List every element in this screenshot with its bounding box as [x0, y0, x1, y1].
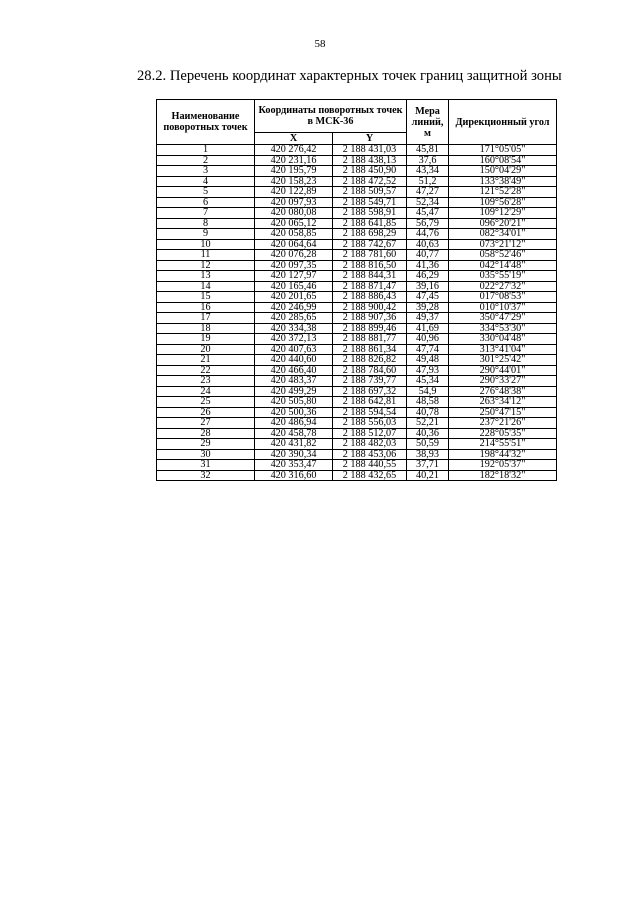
coordinates-table — [156, 99, 557, 481]
cell-line-length: 45,47 — [407, 208, 449, 219]
cell-y: 2 188 844,31 — [333, 271, 407, 282]
cell-x: 420 058,85 — [255, 229, 333, 240]
header-y: Y — [333, 133, 407, 145]
cell-direction-angle: 042°14'48" — [449, 260, 557, 271]
cell-y: 2 188 899,46 — [333, 323, 407, 334]
cell-line-length: 48,58 — [407, 397, 449, 408]
cell-point-number: 27 — [157, 418, 255, 429]
table-row — [157, 176, 557, 187]
cell-point-number: 5 — [157, 187, 255, 198]
cell-line-length: 47,27 — [407, 187, 449, 198]
cell-line-length: 47,74 — [407, 344, 449, 355]
cell-direction-angle: 109°56'28" — [449, 197, 557, 208]
cell-line-length: 47,93 — [407, 365, 449, 376]
table-row — [157, 229, 557, 240]
cell-line-length: 39,28 — [407, 302, 449, 313]
cell-point-number: 21 — [157, 355, 255, 366]
cell-x: 420 466,40 — [255, 365, 333, 376]
cell-point-number: 7 — [157, 208, 255, 219]
cell-x: 420 122,89 — [255, 187, 333, 198]
cell-y: 2 188 432,65 — [333, 470, 407, 481]
cell-line-length: 52,21 — [407, 418, 449, 429]
cell-direction-angle: 109°12'29" — [449, 208, 557, 219]
cell-x: 420 499,29 — [255, 386, 333, 397]
table-row — [157, 197, 557, 208]
table-row — [157, 250, 557, 261]
cell-y: 2 188 450,90 — [333, 166, 407, 177]
table-row — [157, 292, 557, 303]
cell-x: 420 276,42 — [255, 145, 333, 156]
cell-point-number: 3 — [157, 166, 255, 177]
table-row — [157, 166, 557, 177]
cell-line-length: 38,93 — [407, 449, 449, 460]
table-row — [157, 155, 557, 166]
cell-direction-angle: 160°08'54" — [449, 155, 557, 166]
cell-line-length: 40,63 — [407, 239, 449, 250]
cell-direction-angle: 330°04'48" — [449, 334, 557, 345]
cell-point-number: 15 — [157, 292, 255, 303]
table-row — [157, 323, 557, 334]
table-row — [157, 218, 557, 229]
cell-x: 420 165,46 — [255, 281, 333, 292]
cell-direction-angle: 334°53'30" — [449, 323, 557, 334]
cell-line-length: 37,71 — [407, 460, 449, 471]
cell-direction-angle: 022°27'32" — [449, 281, 557, 292]
cell-x: 420 158,23 — [255, 176, 333, 187]
cell-direction-angle: 035°55'19" — [449, 271, 557, 282]
cell-x: 420 505,80 — [255, 397, 333, 408]
table-row — [157, 187, 557, 198]
cell-y: 2 188 549,71 — [333, 197, 407, 208]
cell-direction-angle: 250°47'15" — [449, 407, 557, 418]
cell-y: 2 188 453,06 — [333, 449, 407, 460]
table-body — [157, 145, 557, 481]
cell-line-length: 40,78 — [407, 407, 449, 418]
cell-direction-angle: 228°05'35" — [449, 428, 557, 439]
table-row — [157, 407, 557, 418]
cell-x: 420 097,35 — [255, 260, 333, 271]
cell-direction-angle: 182°18'32" — [449, 470, 557, 481]
cell-point-number: 26 — [157, 407, 255, 418]
cell-y: 2 188 472,52 — [333, 176, 407, 187]
cell-line-length: 51,2 — [407, 176, 449, 187]
cell-line-length: 50,59 — [407, 439, 449, 450]
cell-x: 420 440,60 — [255, 355, 333, 366]
cell-line-length: 47,45 — [407, 292, 449, 303]
cell-point-number: 30 — [157, 449, 255, 460]
cell-point-number: 17 — [157, 313, 255, 324]
table-row — [157, 365, 557, 376]
cell-x: 420 201,65 — [255, 292, 333, 303]
cell-point-number: 32 — [157, 470, 255, 481]
cell-line-length: 43,34 — [407, 166, 449, 177]
table-row — [157, 460, 557, 471]
cell-y: 2 188 886,43 — [333, 292, 407, 303]
cell-line-length: 41,36 — [407, 260, 449, 271]
cell-direction-angle: 214°55'51" — [449, 439, 557, 450]
cell-x: 420 285,65 — [255, 313, 333, 324]
cell-x: 420 246,99 — [255, 302, 333, 313]
cell-direction-angle: 171°05'05" — [449, 145, 557, 156]
cell-point-number: 28 — [157, 428, 255, 439]
cell-point-number: 6 — [157, 197, 255, 208]
cell-point-number: 13 — [157, 271, 255, 282]
cell-direction-angle: 290°33'27" — [449, 376, 557, 387]
cell-point-number: 31 — [157, 460, 255, 471]
cell-point-number: 11 — [157, 250, 255, 261]
cell-y: 2 188 698,29 — [333, 229, 407, 240]
cell-line-length: 54,9 — [407, 386, 449, 397]
cell-x: 420 353,47 — [255, 460, 333, 471]
cell-direction-angle: 121°52'28" — [449, 187, 557, 198]
cell-point-number: 8 — [157, 218, 255, 229]
cell-y: 2 188 861,34 — [333, 344, 407, 355]
table-row — [157, 260, 557, 271]
cell-x: 420 080,08 — [255, 208, 333, 219]
cell-direction-angle: 276°48'38" — [449, 386, 557, 397]
cell-y: 2 188 642,81 — [333, 397, 407, 408]
table-row — [157, 239, 557, 250]
cell-x: 420 486,94 — [255, 418, 333, 429]
cell-direction-angle: 198°44'32" — [449, 449, 557, 460]
header-line-length: Мера линий, м — [407, 100, 449, 145]
table-row — [157, 145, 557, 156]
cell-x: 420 483,37 — [255, 376, 333, 387]
cell-x: 420 231,16 — [255, 155, 333, 166]
cell-line-length: 40,21 — [407, 470, 449, 481]
cell-y: 2 188 826,82 — [333, 355, 407, 366]
cell-direction-angle: 350°47'29" — [449, 313, 557, 324]
cell-direction-angle: 290°44'01" — [449, 365, 557, 376]
cell-line-length: 49,37 — [407, 313, 449, 324]
cell-point-number: 29 — [157, 439, 255, 450]
cell-point-number: 14 — [157, 281, 255, 292]
table-row — [157, 449, 557, 460]
cell-line-length: 39,16 — [407, 281, 449, 292]
cell-line-length: 56,79 — [407, 218, 449, 229]
cell-point-number: 25 — [157, 397, 255, 408]
cell-y: 2 188 907,36 — [333, 313, 407, 324]
cell-y: 2 188 440,55 — [333, 460, 407, 471]
cell-line-length: 52,34 — [407, 197, 449, 208]
cell-x: 420 407,63 — [255, 344, 333, 355]
table-row — [157, 271, 557, 282]
cell-direction-angle: 073°21'12" — [449, 239, 557, 250]
cell-line-length: 45,34 — [407, 376, 449, 387]
cell-x: 420 076,28 — [255, 250, 333, 261]
cell-x: 420 097,93 — [255, 197, 333, 208]
cell-direction-angle: 017°08'53" — [449, 292, 557, 303]
cell-point-number: 22 — [157, 365, 255, 376]
cell-direction-angle: 237°21'26" — [449, 418, 557, 429]
cell-y: 2 188 881,77 — [333, 334, 407, 345]
table-row — [157, 439, 557, 450]
cell-y: 2 188 594,54 — [333, 407, 407, 418]
cell-point-number: 10 — [157, 239, 255, 250]
cell-x: 420 064,64 — [255, 239, 333, 250]
cell-line-length: 40,96 — [407, 334, 449, 345]
cell-y: 2 188 900,42 — [333, 302, 407, 313]
cell-point-number: 19 — [157, 334, 255, 345]
header-coordinates: Координаты поворотных точек в МСК-36 — [255, 100, 407, 133]
table-row — [157, 376, 557, 387]
cell-direction-angle: 096°20'21" — [449, 218, 557, 229]
cell-y: 2 188 784,60 — [333, 365, 407, 376]
cell-line-length: 40,77 — [407, 250, 449, 261]
cell-line-length: 49,48 — [407, 355, 449, 366]
cell-y: 2 188 482,03 — [333, 439, 407, 450]
cell-y: 2 188 512,07 — [333, 428, 407, 439]
cell-line-length: 41,69 — [407, 323, 449, 334]
cell-x: 420 431,82 — [255, 439, 333, 450]
cell-x: 420 500,36 — [255, 407, 333, 418]
cell-point-number: 23 — [157, 376, 255, 387]
cell-x: 420 316,60 — [255, 470, 333, 481]
cell-point-number: 18 — [157, 323, 255, 334]
cell-x: 420 195,79 — [255, 166, 333, 177]
cell-line-length: 44,76 — [407, 229, 449, 240]
cell-point-number: 24 — [157, 386, 255, 397]
section-title: 28.2. Перечень координат характерных точек границ защитной зоны — [137, 68, 562, 84]
cell-direction-angle: 192°05'37" — [449, 460, 557, 471]
header-direction-angle: Дирекционный угол — [449, 100, 557, 145]
cell-direction-angle: 058°52'46" — [449, 250, 557, 261]
cell-direction-angle: 301°25'42" — [449, 355, 557, 366]
cell-direction-angle: 150°04'29" — [449, 166, 557, 177]
cell-direction-angle: 082°34'01" — [449, 229, 557, 240]
cell-line-length: 45,81 — [407, 145, 449, 156]
cell-direction-angle: 010°10'37" — [449, 302, 557, 313]
cell-direction-angle: 263°34'12" — [449, 397, 557, 408]
cell-y: 2 188 742,67 — [333, 239, 407, 250]
cell-y: 2 188 598,91 — [333, 208, 407, 219]
cell-direction-angle: 313°41'04" — [449, 344, 557, 355]
table-row — [157, 302, 557, 313]
cell-y: 2 188 816,50 — [333, 260, 407, 271]
cell-y: 2 188 697,32 — [333, 386, 407, 397]
cell-y: 2 188 739,77 — [333, 376, 407, 387]
table-row — [157, 418, 557, 429]
cell-point-number: 4 — [157, 176, 255, 187]
table-row — [157, 344, 557, 355]
cell-line-length: 37,6 — [407, 155, 449, 166]
cell-x: 420 334,38 — [255, 323, 333, 334]
cell-y: 2 188 431,03 — [333, 145, 407, 156]
cell-y: 2 188 781,60 — [333, 250, 407, 261]
cell-y: 2 188 438,13 — [333, 155, 407, 166]
table-row — [157, 334, 557, 345]
cell-point-number: 20 — [157, 344, 255, 355]
cell-line-length: 46,29 — [407, 271, 449, 282]
cell-x: 420 065,12 — [255, 218, 333, 229]
cell-x: 420 127,97 — [255, 271, 333, 282]
table-row — [157, 281, 557, 292]
table-row — [157, 355, 557, 366]
cell-line-length: 40,36 — [407, 428, 449, 439]
cell-point-number: 12 — [157, 260, 255, 271]
cell-y: 2 188 641,85 — [333, 218, 407, 229]
header-x: X — [255, 133, 333, 145]
cell-y: 2 188 556,03 — [333, 418, 407, 429]
table-row — [157, 386, 557, 397]
cell-direction-angle: 133°38'49" — [449, 176, 557, 187]
cell-point-number: 1 — [157, 145, 255, 156]
table-row — [157, 397, 557, 408]
cell-x: 420 372,13 — [255, 334, 333, 345]
table-row — [157, 428, 557, 439]
header-point-name: Наименование поворотных точек — [157, 100, 255, 145]
cell-point-number: 16 — [157, 302, 255, 313]
table-row — [157, 470, 557, 481]
cell-x: 420 390,34 — [255, 449, 333, 460]
cell-point-number: 9 — [157, 229, 255, 240]
cell-y: 2 188 871,47 — [333, 281, 407, 292]
page-number: 58 — [314, 38, 326, 50]
table-row — [157, 313, 557, 324]
cell-point-number: 2 — [157, 155, 255, 166]
cell-y: 2 188 509,57 — [333, 187, 407, 198]
table-row — [157, 208, 557, 219]
cell-x: 420 458,78 — [255, 428, 333, 439]
